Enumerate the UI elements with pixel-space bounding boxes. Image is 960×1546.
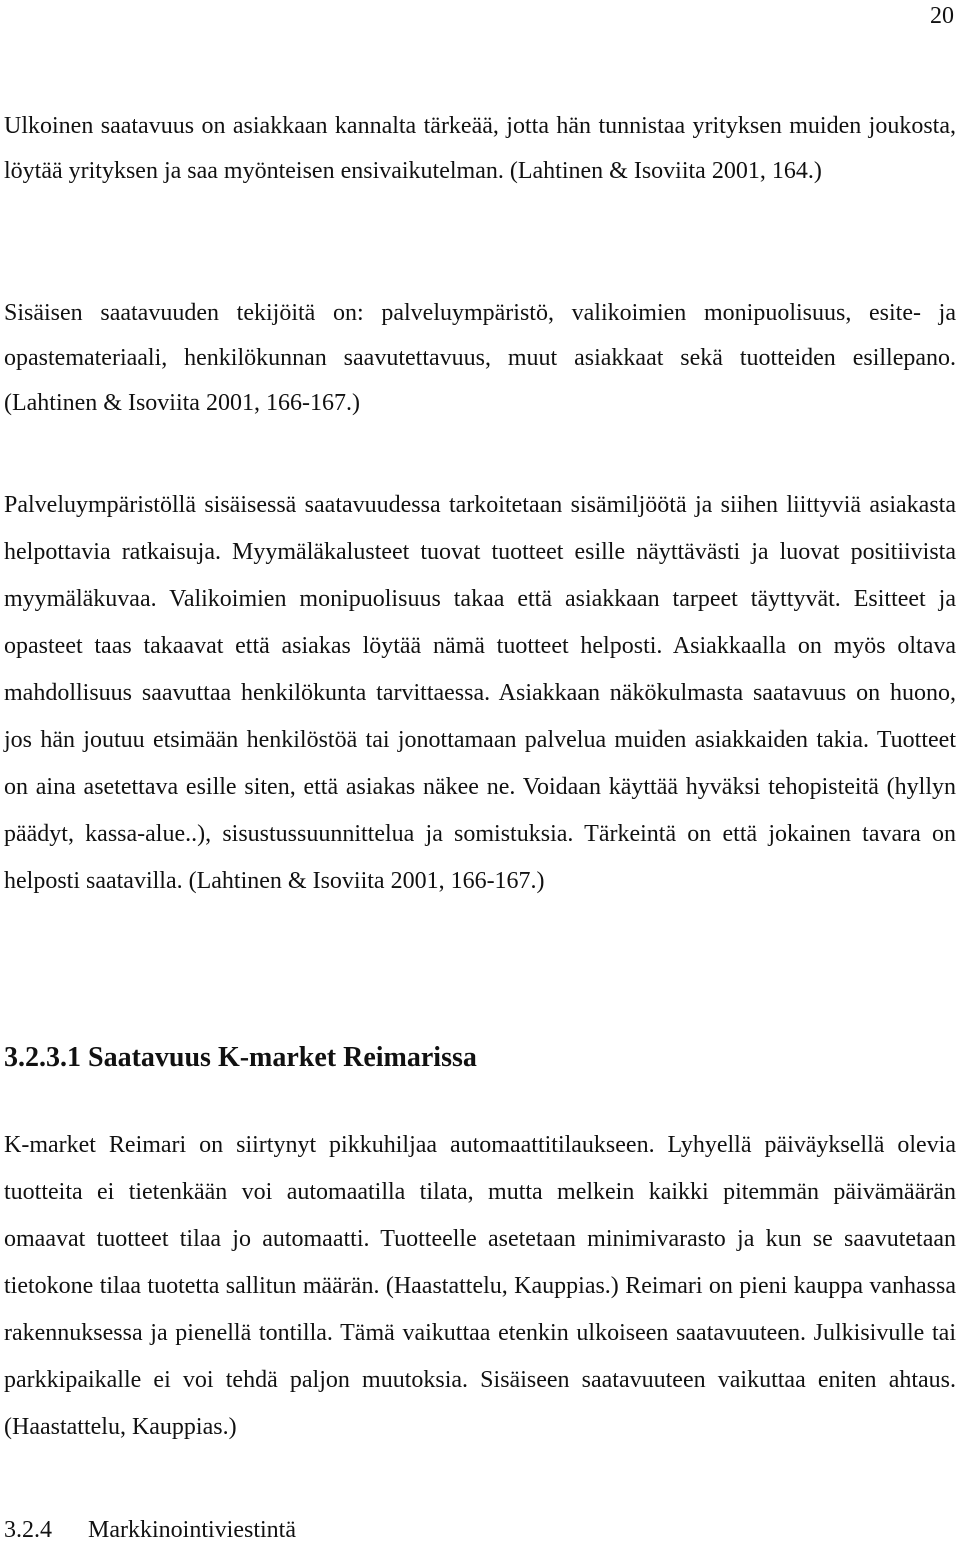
paragraph-k-market-reimari: K-market Reimari on siirtynyt pikkuhiljaa automaattitilaukseen. Lyhyellä päiväyksellä olevia tuotteita ei tietenkään voi automaatilla tilata, mutta melkein kaikki pitemmän päivämäärän omaavat tuotteet tilaa jo automaatti. Tuotteelle asetetaan minimivarasto ja kun se saavutetaan tietokone tilaa tuotetta sallitun määrän. (Haastattelu, Kauppias.) Reimari on pieni kauppa vanhassa rakennuksessa ja pienellä tontilla. Tämä vaikuttaa etenkin ulkoiseen saatavuuteen. Julkisivulle tai parkkipaikalle ei voi tehdä paljon muutoksia. Sisäiseen saatavuuteen vaikuttaa eniten ahtaus. (Haastattelu, Kauppias.) <box>4 1132 956 1440</box>
section-heading <box>4 1038 477 1078</box>
paragraph-internal-availability-factors: Sisäisen saatavuuden tekijöitä on: palveluympäristö, valikoimien monipuolisuus, esite- ja opastemateriaali, henkilökunnan saavutettavuus, muut asiakkaat sekä tuotteiden esillepano. (Lahtinen & Isoviita 2001, 166-167.) <box>4 300 956 416</box>
section-heading-number: 3.2.3.1 <box>4 1042 81 1073</box>
paragraph-external-availability: Ulkoinen saatavuus on asiakkaan kannalta tärkeää, jotta hän tunnistaa yrityksen muiden joukosta, löytää yrityksen ja saa myönteisen ensivaikutelman. (Lahtinen & Isoviita 2001, 164.) <box>4 113 956 184</box>
next-section-number: 3.2.4 <box>4 1517 52 1543</box>
paragraph-service-environment: Palveluympäristöllä sisäisessä saatavuudessa tarkoitetaan sisämiljöötä ja siihen liittyviä asiakasta helpottavia ratkaisuja. Myymäläkalusteet tuovat tuotteet esille näyttävästi ja luovat positiivista myymäläkuvaa. Valikoimien monipuolisuus takaa että asiakkaan tarpeet täyttyvät. Esitteet ja opasteet taas takaavat että asiakas löytää nämä tuotteet helposti. Asiakkaalla on myös oltava mahdollisuus saavuttaa henkilökunta tarvittaessa. Asiakkaan näkökulmasta saatavuus on huono, jos hän joutuu etsimään henkilöstöä tai jonottamaan palvelua muiden asiakkaiden takia. Tuotteet on aina asetettava esille siten, että asiakas näkee ne. Voidaan käyttää hyväksi tehopisteitä (hyllyn päädyt, kassa-alue..), sisustussuunnittelua ja somistuksia. Tärkeintä on että jokainen tavara on helposti saatavilla. (Lahtinen & Isoviita 2001, 166-167.) <box>4 492 956 894</box>
page-number: 20 <box>930 3 954 29</box>
next-section-heading <box>4 1515 296 1545</box>
next-section-title: Markkinointiviestintä <box>88 1517 296 1543</box>
section-heading-title: Saatavuus K-market Reimarissa <box>88 1042 477 1073</box>
